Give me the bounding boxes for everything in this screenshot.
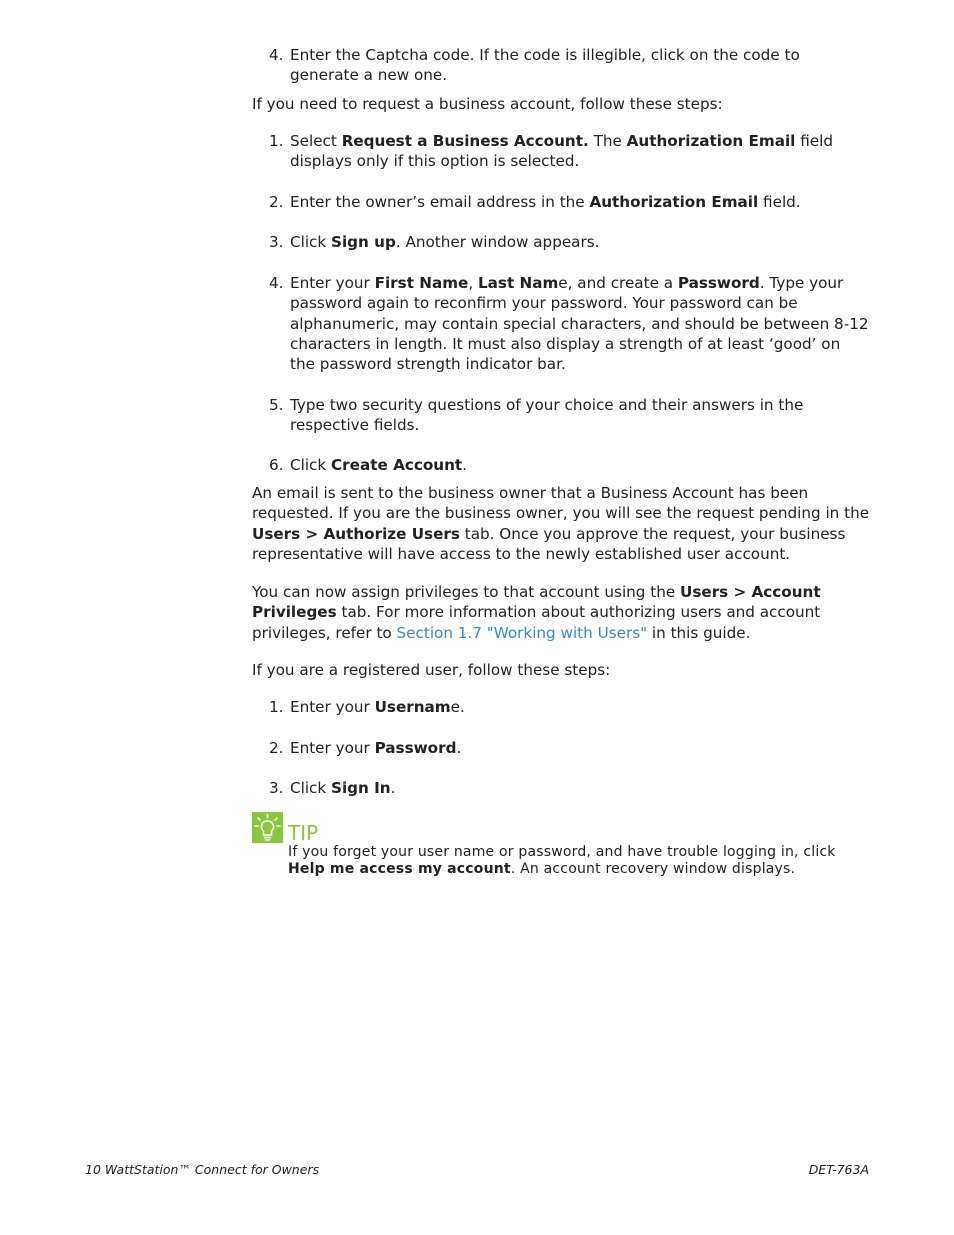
list-number: 1. [269, 132, 284, 150]
list-number: 4. [269, 46, 284, 64]
lightbulb-icon [252, 812, 283, 843]
list-item [269, 697, 869, 717]
list-number: 2. [269, 739, 284, 757]
list-item [269, 395, 869, 436]
list-text: Enter your First Name, Last Name, and create a Password. Type your password again to reconfirm your password. Your password can be alphanumeric, may contain special characters, and should be between 8-12 characters in length. It must also display a strength of at least ‘good’ on the password strength indicator bar. [290, 274, 869, 374]
list-item [269, 131, 869, 172]
email-paragraph: An email is sent to the business owner that a Business Account has been requested. If you are the business owner, you will see the request pending in the Users > Authorize Users tab. Once you approve the request, your business representative will have access to the newly established user account. [252, 484, 870, 563]
list-text: Click Create Account. [290, 456, 467, 474]
footer-right: DET-763A [808, 1162, 869, 1177]
list-text: Select Request a Business Account. The Authorization Email field displays only if this option is selected. [290, 132, 833, 171]
section-link[interactable]: Section 1.7 "Working with Users" [396, 623, 648, 642]
list-number: 3. [269, 779, 284, 797]
list-item [269, 778, 869, 798]
list-item [269, 192, 869, 212]
list-item [269, 232, 869, 252]
list-number: 6. [269, 456, 284, 474]
business-intro: If you need to request a business account, follow these steps: [252, 95, 723, 113]
footer-left: 10 WattStation™ Connect for Owners [85, 1162, 320, 1177]
tip-text: If you forget your user name or password, and have trouble logging in, click Help me access my account. An account recovery window displays. [288, 844, 836, 877]
list-number: 1. [269, 698, 284, 716]
list-number: 5. [269, 396, 284, 414]
list-number: 2. [269, 193, 284, 211]
list-number: 3. [269, 233, 284, 251]
list-text: Click Sign In. [290, 779, 396, 797]
registered-intro: If you are a registered user, follow these steps: [252, 661, 611, 679]
list-item [269, 455, 869, 475]
list-item [269, 273, 869, 374]
list-item [269, 738, 869, 758]
privileges-paragraph: You can now assign privileges to that account using the Users > Account Privileges tab. For more information about authorizing users and account privileges, refer to Section 1.7 "Working with Users" in this guide. [252, 583, 821, 642]
list-text: Enter your Username. [290, 698, 465, 716]
list-item [269, 45, 869, 86]
list-number: 4. [269, 274, 284, 292]
list-text: Click Sign up. Another window appears. [290, 233, 600, 251]
list-text: Enter the owner’s email address in the Authorization Email field. [290, 193, 801, 211]
list-text: Enter the Captcha code. If the code is illegible, click on the code to generate a new one. [290, 46, 800, 85]
list-text: Type two security questions of your choice and their answers in the respective fields. [290, 396, 804, 435]
list-text: Enter your Password. [290, 739, 462, 757]
tip-heading: TIP [288, 821, 319, 845]
